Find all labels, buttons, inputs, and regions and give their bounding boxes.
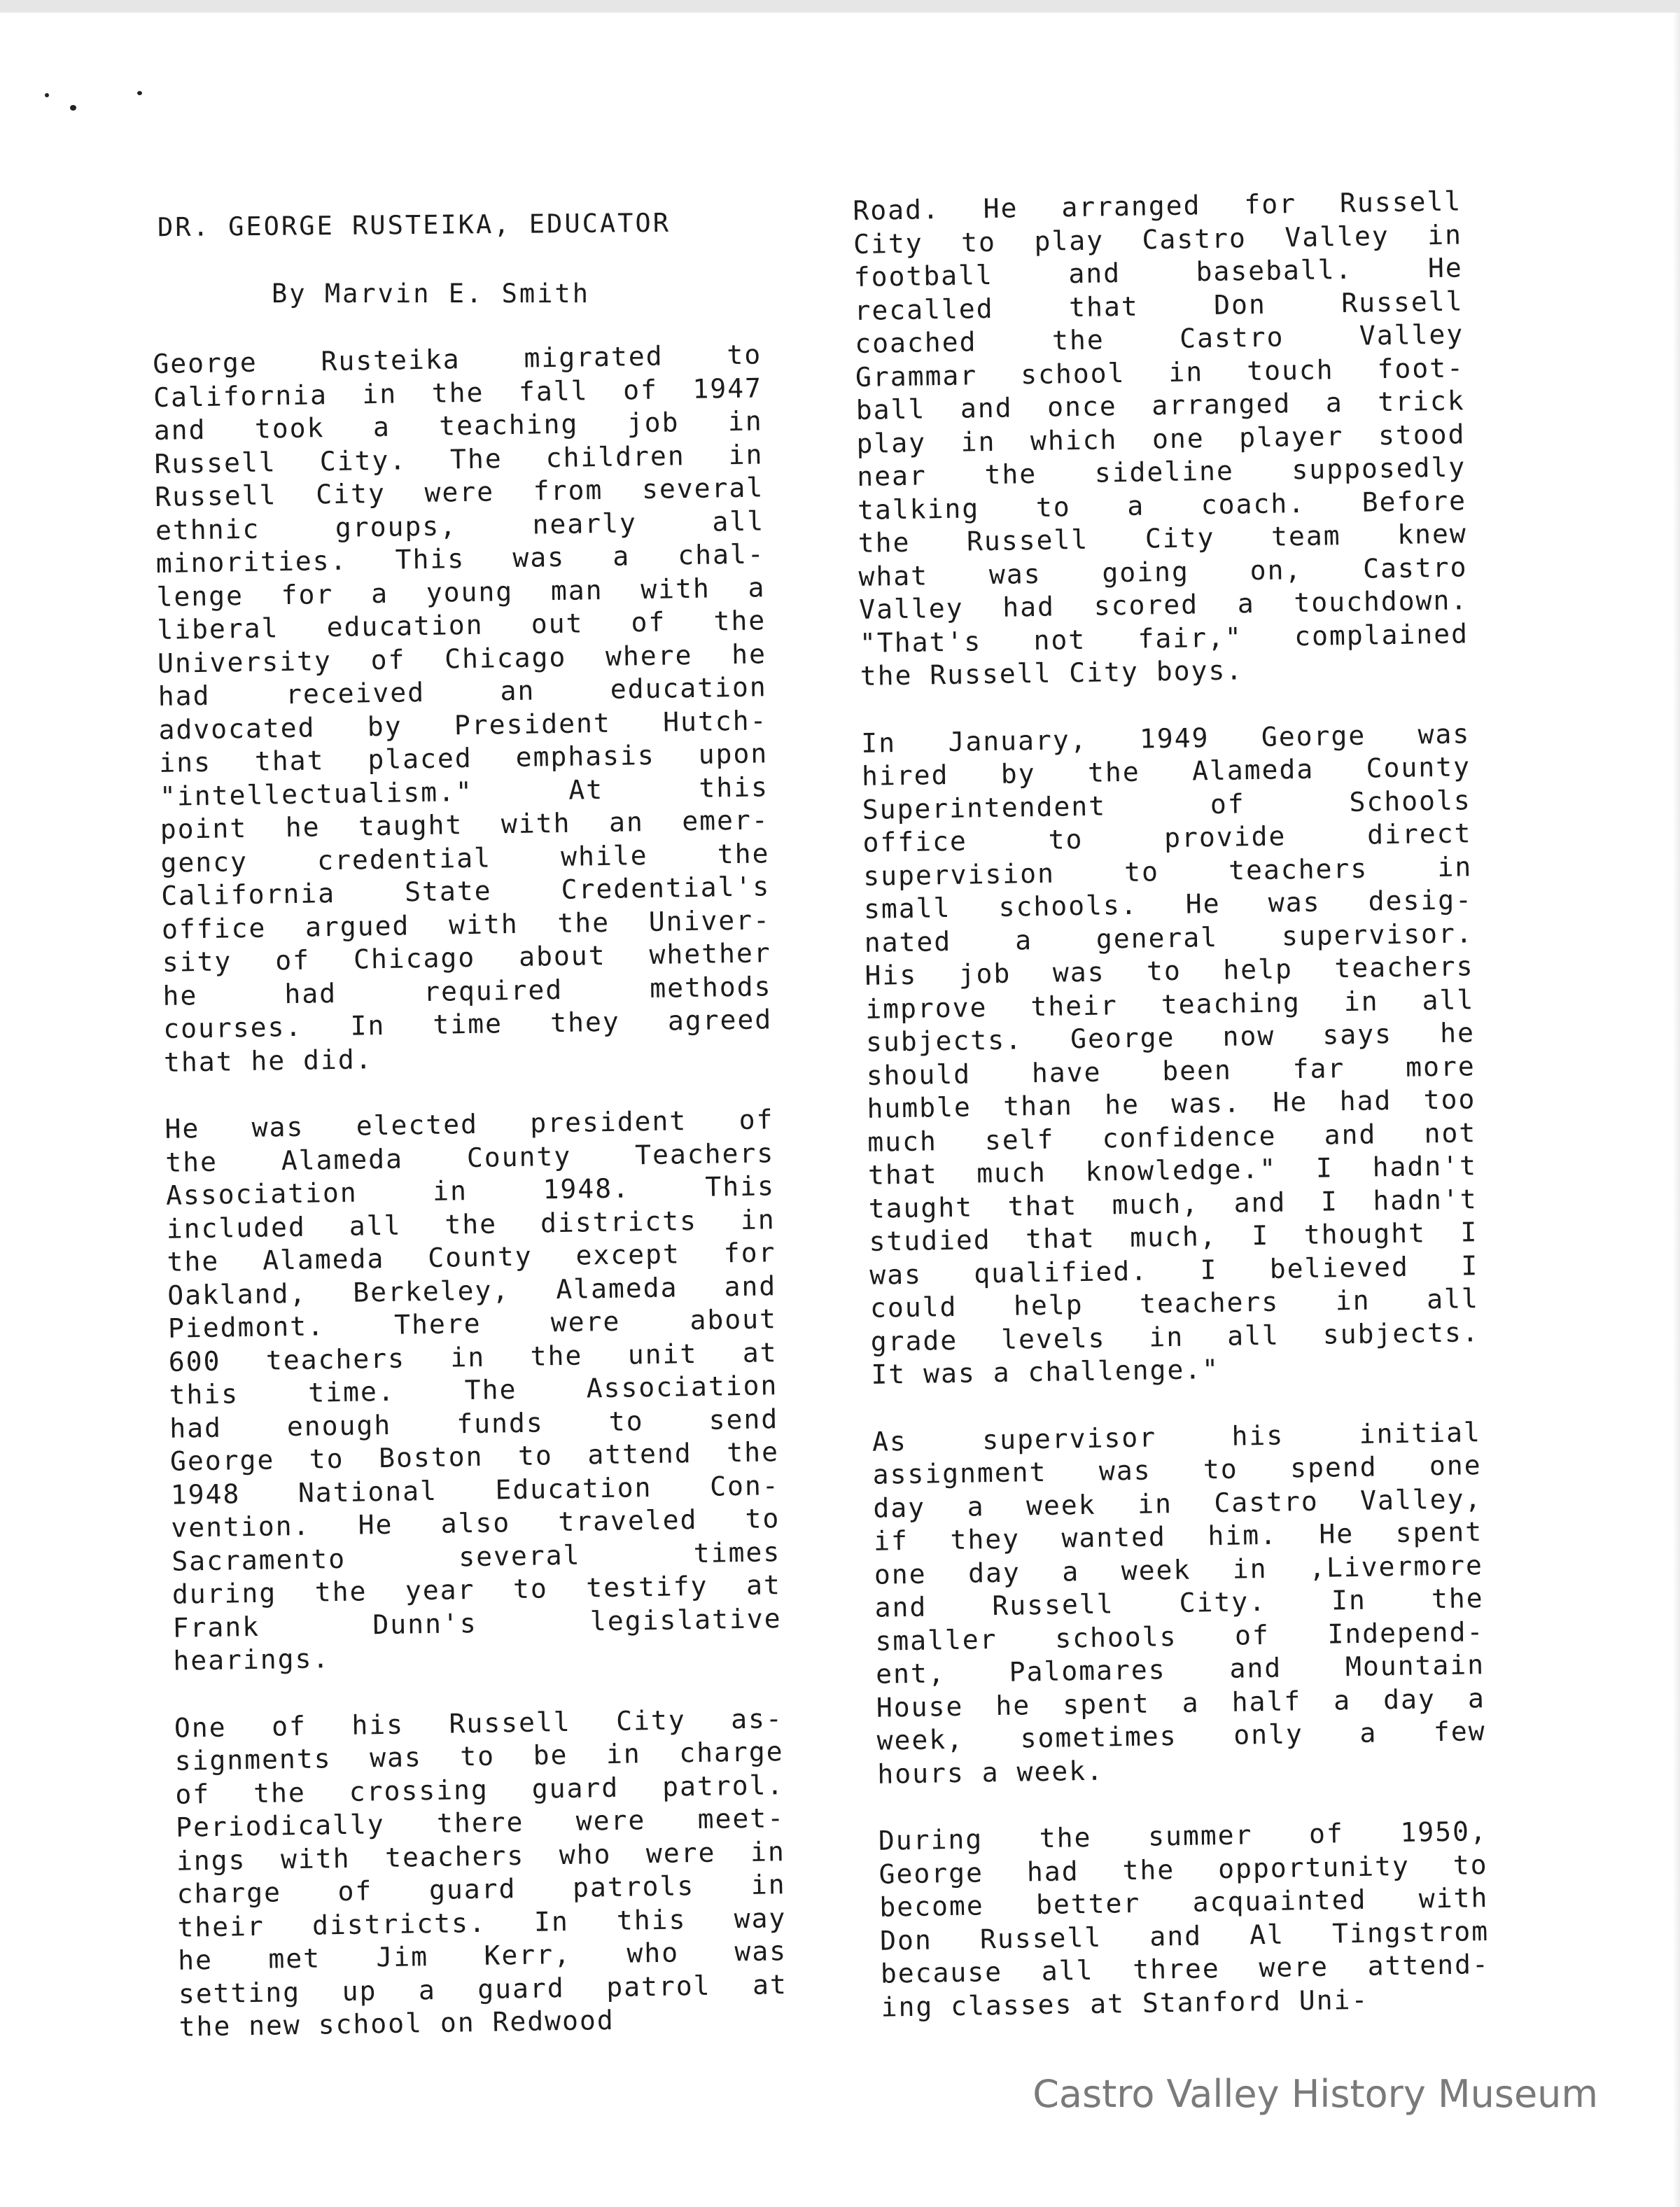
text-line: because all three were attend- [880, 1949, 1490, 1989]
scan-top-edge [0, 0, 1680, 13]
text-line: and took a teaching job in [153, 405, 764, 446]
text-line: setting up a guard patrol at [178, 1968, 788, 2010]
text-line: grade levels in all subjects. [870, 1316, 1480, 1357]
text-line: Valley had scored a touchdown. [858, 584, 1469, 625]
text-line: this time. The Association [169, 1370, 778, 1410]
text-line: "intellectualism." At this [159, 771, 769, 812]
text-line: hired by the Alameda County [861, 751, 1471, 792]
text-line: assignment was to spend one [872, 1450, 1482, 1490]
text-line: Russell City were from several [155, 472, 764, 512]
text-line: signments was to be in charge [174, 1736, 784, 1777]
text-line: he met Jim Kerr, who was [177, 1935, 788, 1976]
text-line: week, sometimes only a few [876, 1716, 1486, 1756]
text-line: liberal education out of the [156, 605, 766, 645]
paragraph [872, 1416, 1487, 1791]
text-line: should have been far more [866, 1050, 1476, 1091]
text-line: "That's not fair," complained [859, 617, 1469, 659]
paragraph [853, 185, 1469, 693]
text-line: and Russell City. In the [874, 1583, 1484, 1623]
text-line: humble than he was. He had too [867, 1084, 1476, 1124]
text-line: minorities. This was a chal- [155, 538, 766, 579]
article-byline: By Marvin E. Smith [272, 279, 590, 309]
text-line: had enough funds to send [169, 1403, 779, 1444]
text-line: nated a general supervisor. [864, 917, 1474, 958]
text-line: 600 teachers in the unit at [168, 1336, 778, 1378]
text-line: Frank Dunn's legislative [172, 1602, 782, 1644]
text-line: George had the opportunity to [878, 1849, 1488, 1890]
text-line: House he spent a half a day a [876, 1682, 1486, 1723]
text-line: George to Boston to attend the [169, 1436, 780, 1477]
text-line: George Rusteika migrated to [153, 339, 762, 379]
text-line: what was going on, Castro [858, 551, 1468, 592]
text-line: sity of Chicago about whether [162, 937, 772, 978]
text-line: one day a week in ,Livermore [874, 1549, 1484, 1590]
text-line: Superintendent of Schools [862, 784, 1472, 825]
museum-watermark: Castro Valley History Museum [1032, 2072, 1598, 2116]
text-line: smaller schools of Independ- [875, 1616, 1485, 1657]
text-line: ent, Palomares and Mountain [875, 1649, 1485, 1690]
text-line: recalled that Don Russell [854, 285, 1464, 326]
text-line: As supervisor his initial [872, 1416, 1482, 1457]
article-title: DR. GEORGE RUSTEIKA, EDUCATOR [157, 207, 671, 243]
text-line: Association in 1948. This [165, 1170, 776, 1211]
scan-right-edge [1673, 13, 1680, 2207]
text-line: supervision to teachers in [862, 850, 1473, 892]
text-line: small schools. He was desig- [863, 884, 1474, 925]
text-line: coached the Castro Valley [855, 318, 1464, 359]
text-line: ings with teachers who were in [176, 1835, 786, 1877]
text-line: vention. He also traveled to [171, 1503, 780, 1543]
scan-speck [45, 93, 49, 97]
text-line: One of his Russell City as- [174, 1702, 784, 1744]
text-line: point he taught with an emer- [160, 804, 770, 845]
text-line: studied that much, I thought I [869, 1217, 1478, 1257]
text-line: charge of guard patrols in [176, 1869, 786, 1910]
text-line: 1948 National Education Con- [170, 1469, 780, 1511]
text-line: Sacramento several times [171, 1536, 781, 1577]
text-line: hours a week. [877, 1755, 1105, 1790]
text-line: play in which one player stood [856, 418, 1466, 459]
text-line: he had required methods [162, 970, 772, 1011]
text-line: office to provide direct [862, 818, 1472, 858]
text-line: the Russell City team knew [858, 518, 1468, 559]
text-line: could help teachers in all [869, 1283, 1480, 1324]
text-line: the Alameda County except for [167, 1237, 776, 1277]
paragraph [861, 717, 1480, 1392]
text-line: lenge for a young man with a [156, 571, 766, 612]
text-line: In January, 1949 George was [860, 717, 1471, 759]
text-line: during the year to testify at [172, 1569, 782, 1610]
text-line: It was a challenge." [871, 1353, 1220, 1390]
text-line: office argued with the Univer- [161, 904, 771, 945]
text-line: He was elected president of [164, 1104, 774, 1144]
text-line: His job was to help teachers [864, 951, 1474, 991]
text-line: ethnic groups, nearly all [155, 505, 765, 546]
text-line: much self confidence and not [867, 1116, 1477, 1158]
text-line: talking to a coach. Before [857, 484, 1467, 526]
text-line: Oakland, Berkeley, Alameda and [167, 1270, 777, 1311]
text-line: was qualified. I believed I [869, 1249, 1479, 1291]
text-line: Russell City. The children in [154, 438, 764, 479]
text-line: improve their teaching in all [864, 983, 1475, 1025]
text-line: ing classes at Stanford Uni- [881, 1984, 1369, 2023]
text-line: California in the fall of 1947 [153, 372, 763, 413]
paragraph [174, 1702, 788, 2045]
text-line: of the crossing guard patrol. [175, 1769, 785, 1810]
text-line: the new school on Redwood [178, 2004, 615, 2043]
paragraph [164, 1103, 783, 1678]
text-line: gency credential while the [160, 837, 770, 878]
text-line: Periodically there were meet- [175, 1802, 785, 1843]
text-line: Grammar school in touch foot- [855, 351, 1465, 393]
text-line: if they wanted him. He spent [873, 1516, 1483, 1557]
text-line: hearings. [173, 1643, 330, 1676]
text-line: that he did. [163, 1043, 373, 1078]
text-line: football and baseball. He [853, 252, 1464, 293]
text-line: taught that much, and I hadn't [868, 1183, 1478, 1224]
text-line: City to play Castro Valley in [853, 218, 1463, 260]
text-line: University of Chicago where he [157, 638, 767, 679]
text-line: near the sideline supposedly [856, 451, 1466, 492]
text-line: Don Russell and Al Tingstrom [879, 1915, 1490, 1956]
text-line: Piedmont. There were about [167, 1303, 778, 1344]
text-line: their districts. In this way [177, 1902, 787, 1943]
text-line: become better acquainted with [879, 1882, 1489, 1923]
scan-speck [137, 91, 142, 95]
text-line: During the summer of 1950, [878, 1816, 1488, 1856]
text-line: that much knowledge." I hadn't [867, 1150, 1478, 1191]
text-line: ins that placed emphasis upon [158, 738, 769, 778]
text-line: advocated by President Hutch- [158, 704, 768, 745]
paragraph [878, 1815, 1490, 2024]
text-line: the Alameda County Teachers [164, 1137, 775, 1178]
text-line: California State Credential's [160, 871, 771, 911]
text-line: included all the districts in [166, 1203, 776, 1245]
text-line: Road. He arranged for Russell [853, 185, 1462, 226]
text-line: subjects. George now says he [865, 1017, 1476, 1058]
left-column [153, 338, 789, 2078]
paragraph [153, 338, 773, 1079]
text-line: had received an education [158, 671, 768, 712]
text-line: the Russell City boys. [860, 654, 1244, 692]
scan-speck [70, 105, 76, 111]
text-line: day a week in Castro Valley, [873, 1483, 1483, 1524]
text-line: courses. In time they agreed [162, 1004, 773, 1044]
text-line: ball and once arranged a trick [855, 385, 1466, 426]
right-column [853, 185, 1491, 2057]
